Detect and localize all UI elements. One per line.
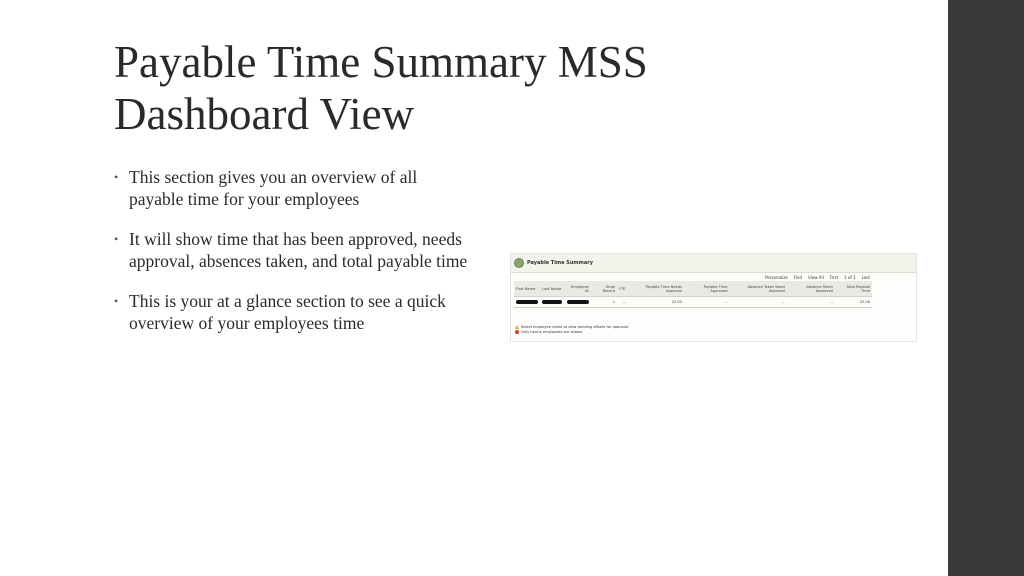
bullet-list: [114, 166, 474, 352]
find-link[interactable]: Find: [793, 274, 802, 280]
employee-id-cell: [564, 297, 591, 308]
view-all-link[interactable]: View All: [808, 274, 824, 280]
col-empl-record: Empl Record: [591, 281, 617, 297]
alert-icon: [515, 330, 519, 334]
col-last-name: Last Name: [540, 281, 564, 297]
pagelet-title: Payable Time Summary: [527, 260, 593, 266]
redacted-id: [567, 300, 589, 304]
first-name-cell[interactable]: [514, 297, 540, 308]
bullet-item: • It will show time that has been approved, needs approval, absences taken, and total payable time: [114, 229, 468, 271]
warning-icon: [515, 325, 519, 329]
col-fte: FTE: [617, 281, 627, 297]
pagelet-icon: [514, 258, 524, 268]
grid-header-row: [514, 281, 872, 297]
col-first-name: First Name: [514, 281, 540, 297]
right-accent-bar: [948, 0, 1024, 576]
col-absence-approved: Absence Taken Approved: [787, 281, 835, 297]
needs-approval-cell[interactable]: 22.00: [628, 297, 684, 308]
payable-time-grid: [514, 281, 872, 308]
first-link[interactable]: First: [829, 274, 839, 280]
col-approved: Payable Time Approved: [684, 281, 730, 297]
col-employee-id: Employee ID: [564, 281, 591, 297]
bullet-item: • This is your at a glance section to see a quick overview of your employees time: [114, 291, 446, 333]
absence-approved-cell: --: [787, 297, 835, 308]
fte-cell: --: [617, 297, 627, 308]
personalize-link[interactable]: Personalize: [765, 274, 788, 280]
col-needs-approval: Payable Time Needs Approval: [628, 281, 684, 297]
bullet-item: • This section gives you an overview of all payable time for your employees: [114, 167, 418, 209]
total-payable-cell: 22.00: [835, 297, 872, 308]
bullet-dot-icon: •: [114, 170, 119, 184]
col-absence-need-approval: Absence Taken Need Approval: [730, 281, 787, 297]
redacted-name: [516, 300, 538, 304]
approved-cell: --: [684, 297, 730, 308]
note-line: Select employee name to view pending offsets for approval.: [515, 325, 629, 330]
payable-time-summary-screenshot: [510, 253, 917, 342]
last-link[interactable]: Last: [861, 274, 870, 280]
empl-record-cell: 1: [591, 297, 617, 308]
bullet-dot-icon: •: [114, 294, 119, 308]
note-line: Only hourly employees are shown.: [515, 330, 629, 335]
table-row[interactable]: [514, 297, 872, 308]
last-name-cell[interactable]: [540, 297, 564, 308]
grid-notes: [515, 325, 629, 335]
page-range: 1 of 1: [844, 274, 856, 280]
absence-need-approval-cell: --: [730, 297, 787, 308]
pagelet-header: [511, 254, 916, 273]
grid-nav: [511, 273, 916, 281]
col-total-payable: Total Payable Time: [835, 281, 872, 297]
slide-title: Payable Time Summary MSS Dashboard View: [114, 37, 648, 139]
redacted-name: [542, 300, 562, 304]
bullet-dot-icon: •: [114, 232, 119, 246]
